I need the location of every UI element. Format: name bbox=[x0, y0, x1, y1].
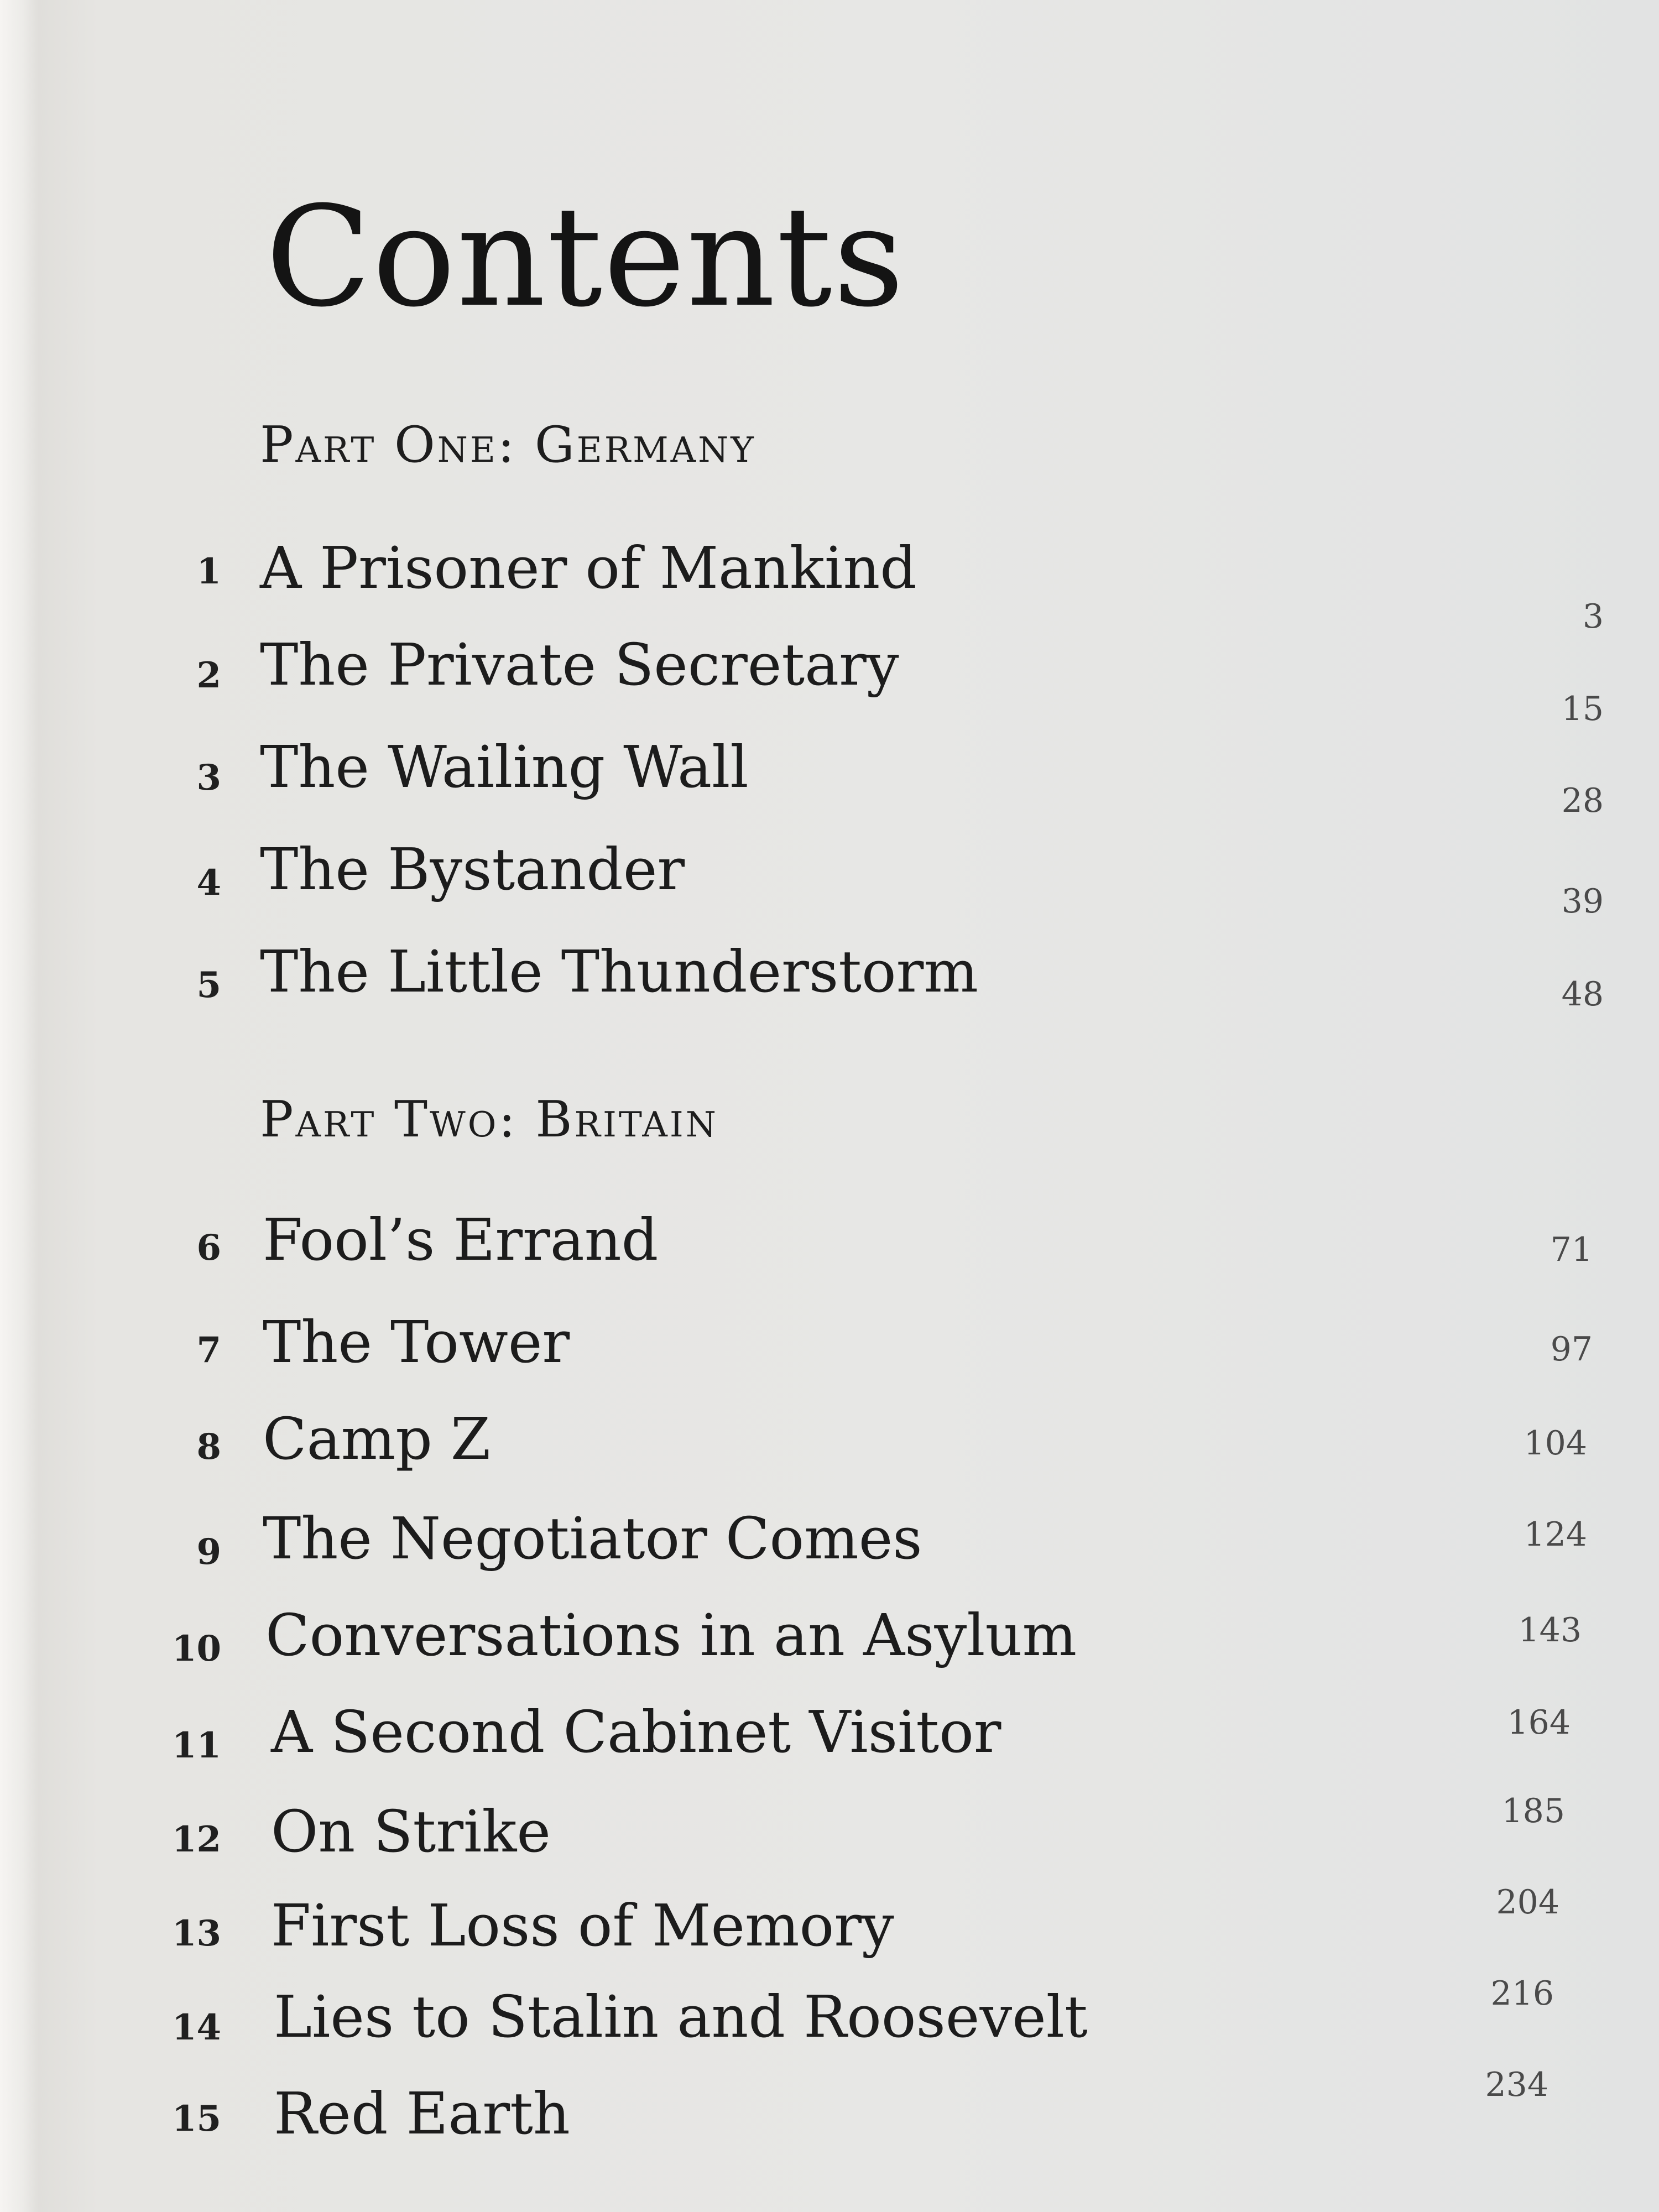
chapter-title: The Little Thunderstorm bbox=[260, 938, 978, 1005]
chapter-title: On Strike bbox=[271, 1798, 551, 1865]
chapter-page-number: 48 bbox=[1561, 975, 1604, 1014]
chapter-number: 1 bbox=[196, 551, 221, 592]
chapter-title: The Negotiator Comes bbox=[263, 1505, 922, 1572]
chapter-title: The Tower bbox=[263, 1308, 570, 1376]
page-title: Contents bbox=[265, 176, 905, 337]
chapter-page-number: 124 bbox=[1524, 1515, 1587, 1554]
chapter-number: 9 bbox=[196, 1531, 221, 1573]
chapter-title: Red Earth bbox=[274, 2080, 570, 2147]
chapter-page-number: 28 bbox=[1561, 781, 1604, 820]
chapter-number: 6 bbox=[196, 1227, 221, 1269]
chapter-title: Lies to Stalin and Roosevelt bbox=[274, 1983, 1088, 2051]
chapter-page-number: 185 bbox=[1501, 1792, 1565, 1830]
part-heading-two: Part Two: Britain bbox=[260, 1091, 718, 1149]
chapter-page-number: 104 bbox=[1524, 1424, 1587, 1463]
chapter-number: 5 bbox=[196, 964, 221, 1006]
chapter-title: Camp Z bbox=[263, 1405, 491, 1473]
chapter-page-number: 97 bbox=[1550, 1330, 1593, 1369]
chapter-number: 3 bbox=[196, 757, 221, 799]
chapter-page-number: 234 bbox=[1485, 2065, 1548, 2104]
chapter-title: Fool’s Errand bbox=[263, 1206, 659, 1274]
chapter-number: 10 bbox=[171, 1628, 221, 1670]
chapter-number: 7 bbox=[196, 1329, 221, 1371]
chapter-number: 12 bbox=[171, 1819, 221, 1860]
chapter-number: 14 bbox=[171, 2007, 221, 2048]
page-edge bbox=[0, 0, 39, 2212]
chapter-page-number: 164 bbox=[1507, 1703, 1571, 1742]
chapter-number: 4 bbox=[196, 862, 221, 904]
chapter-title: A Second Cabinet Visitor bbox=[271, 1698, 1001, 1766]
chapter-page-number: 39 bbox=[1561, 882, 1604, 921]
chapter-number: 8 bbox=[196, 1426, 221, 1468]
chapter-page-number: 71 bbox=[1550, 1230, 1593, 1269]
chapter-number: 13 bbox=[171, 1913, 221, 1954]
chapter-title: The Wailing Wall bbox=[260, 733, 749, 801]
chapter-title: First Loss of Memory bbox=[271, 1892, 894, 1959]
chapter-title: The Private Secretary bbox=[260, 631, 899, 698]
chapter-number: 11 bbox=[171, 1725, 221, 1766]
chapter-number: 2 bbox=[196, 655, 221, 696]
chapter-page-number: 216 bbox=[1490, 1974, 1554, 2013]
chapter-title: A Prisoner of Mankind bbox=[260, 534, 917, 602]
chapter-title: The Bystander bbox=[260, 836, 685, 903]
chapter-number: 15 bbox=[171, 2098, 221, 2140]
chapter-page-number: 3 bbox=[1582, 597, 1604, 636]
chapter-title: Conversations in an Asylum bbox=[265, 1601, 1077, 1669]
chapter-page-number: 15 bbox=[1561, 690, 1604, 728]
chapter-page-number: 204 bbox=[1496, 1883, 1559, 1922]
chapter-page-number: 143 bbox=[1518, 1611, 1582, 1650]
part-heading-one: Part One: Germany bbox=[260, 416, 756, 474]
